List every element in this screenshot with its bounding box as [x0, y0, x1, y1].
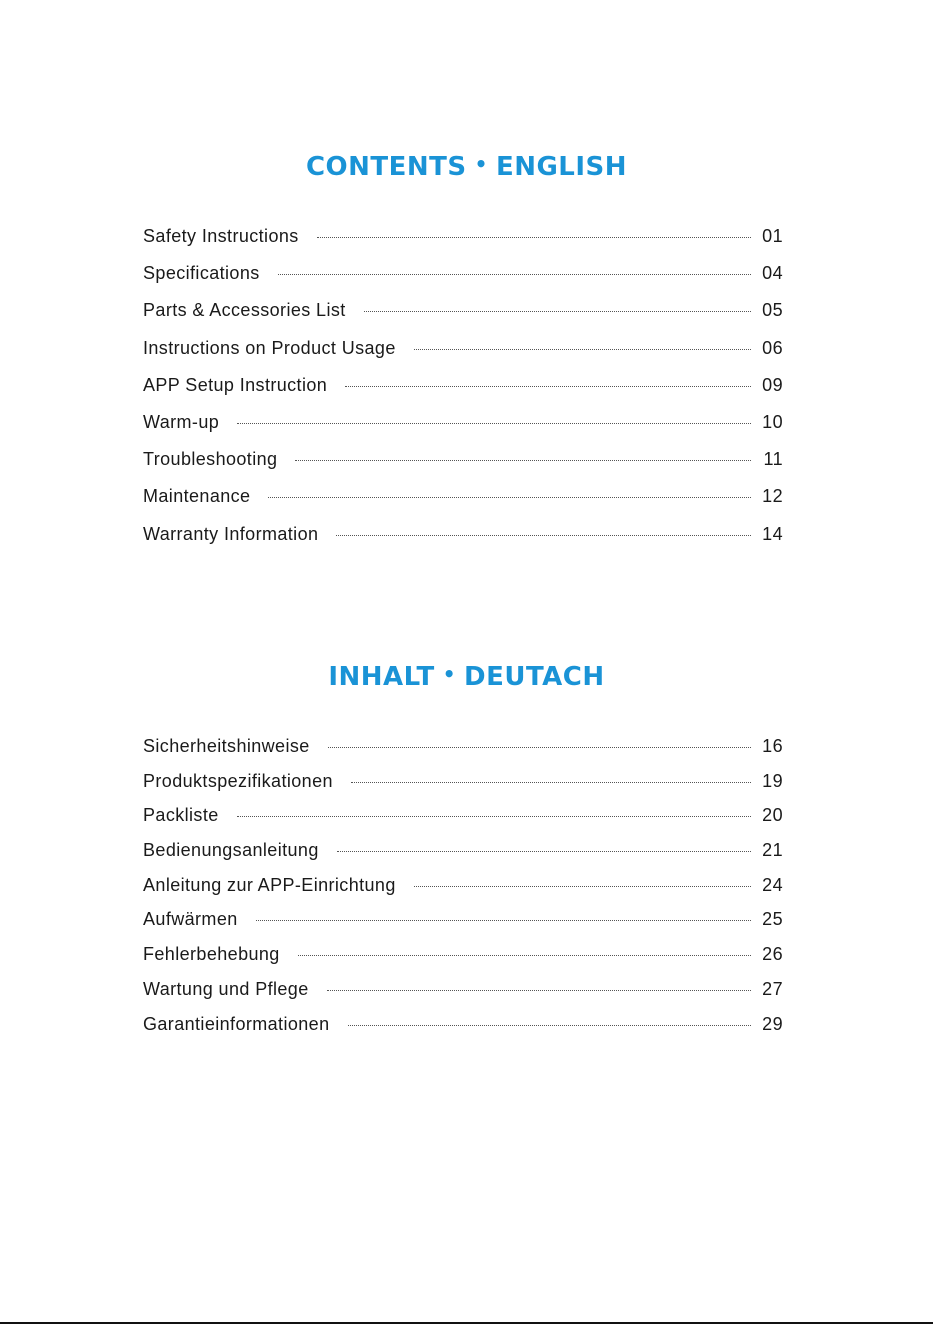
toc-entry[interactable] [143, 375, 783, 412]
toc-entry-title: Warm-up [143, 411, 220, 432]
toc-entry-page: 26 [762, 944, 783, 965]
dot-leader [237, 816, 751, 817]
toc-entry-title: Aufwärmen [143, 909, 238, 930]
dot-leader [414, 349, 751, 350]
toc-entry-page: 25 [762, 909, 783, 930]
toc-entry[interactable] [143, 1014, 783, 1049]
toc-entry-title: Packliste [143, 805, 219, 826]
toc-entry[interactable] [143, 300, 783, 337]
toc-entry-page: 05 [762, 300, 783, 321]
toc-entry[interactable] [143, 909, 783, 944]
toc-entry-page: 11 [763, 449, 783, 470]
toc-entry-title: Specifications [143, 263, 260, 284]
toc-entry-page: 04 [762, 263, 783, 284]
toc-entry-title: Fehlerbehebung [143, 944, 280, 965]
heading-title: INHALT [328, 662, 435, 692]
toc-entry-title: Maintenance [143, 486, 251, 507]
toc-entry[interactable] [143, 338, 783, 375]
dot-leader [298, 955, 751, 956]
toc-entry-page: 06 [762, 337, 783, 358]
heading-separator: • [474, 152, 488, 176]
dot-leader [414, 886, 751, 887]
toc-entry-title: Garantieinformationen [143, 1013, 330, 1034]
toc-entry-title: Produktspezifikationen [143, 770, 333, 791]
toc-entry-page: 12 [762, 486, 783, 507]
dot-leader [237, 423, 751, 424]
toc-entry[interactable] [143, 979, 783, 1014]
heading-language: ENGLISH [495, 152, 628, 182]
toc-entry-page: 09 [762, 374, 783, 395]
heading-title: CONTENTS [305, 152, 467, 182]
dot-leader [337, 851, 751, 852]
dot-leader [336, 535, 751, 536]
toc-entry-title: Safety Instructions [143, 226, 299, 246]
heading-language: DEUTACH [463, 662, 605, 692]
section-heading [0, 660, 933, 694]
toc-entry-title: Parts & Accessories List [143, 300, 346, 321]
toc-entry[interactable] [143, 263, 783, 300]
dot-leader [317, 237, 751, 238]
dot-leader [327, 990, 751, 991]
toc-entry-title: APP Setup Instruction [143, 374, 328, 395]
toc-entry-title: Anleitung zur APP-Einrichtung [143, 874, 396, 895]
dot-leader [268, 497, 751, 498]
section-heading [0, 150, 933, 184]
toc-entry-page: 14 [762, 523, 783, 544]
toc-entry[interactable] [143, 840, 783, 875]
toc-entry[interactable] [143, 524, 783, 561]
toc-entry[interactable] [143, 736, 783, 771]
toc-entry[interactable] [143, 486, 783, 523]
dot-leader [351, 782, 751, 783]
toc-entry-page: 19 [762, 770, 783, 791]
toc-list [143, 226, 783, 561]
toc-entry-title: Warranty Information [143, 523, 319, 544]
toc-entry-page: 27 [762, 978, 783, 999]
toc-entry-title: Bedienungsanleitung [143, 840, 319, 861]
dot-leader [295, 460, 751, 461]
contents-english-section [0, 150, 933, 544]
toc-entry[interactable] [143, 412, 783, 449]
dot-leader [256, 920, 751, 921]
dot-leader [328, 747, 751, 748]
toc-entry-page: 01 [762, 226, 783, 246]
toc-list [143, 736, 783, 1048]
heading-separator: • [442, 662, 456, 686]
toc-entry[interactable] [143, 875, 783, 910]
dot-leader [348, 1025, 751, 1026]
toc-entry-page: 20 [762, 805, 783, 826]
toc-entry-title: Sicherheitshinweise [143, 736, 310, 756]
toc-entry-page: 24 [762, 874, 783, 895]
toc-entry-page: 21 [762, 840, 783, 861]
dot-leader [345, 386, 751, 387]
toc-entry-page: 29 [762, 1013, 783, 1034]
toc-entry[interactable] [143, 226, 783, 263]
toc-entry-title: Instructions on Product Usage [143, 337, 396, 358]
toc-entry-title: Wartung und Pflege [143, 978, 309, 999]
toc-entry[interactable] [143, 805, 783, 840]
toc-entry[interactable] [143, 449, 783, 486]
dot-leader [364, 311, 751, 312]
toc-entry-page: 10 [762, 411, 783, 432]
dot-leader [278, 274, 751, 275]
toc-entry[interactable] [143, 944, 783, 979]
toc-entry-page: 16 [762, 736, 783, 756]
inhalt-deutsch-section [0, 660, 933, 1034]
toc-entry[interactable] [143, 771, 783, 806]
toc-entry-title: Troubleshooting [143, 449, 278, 470]
